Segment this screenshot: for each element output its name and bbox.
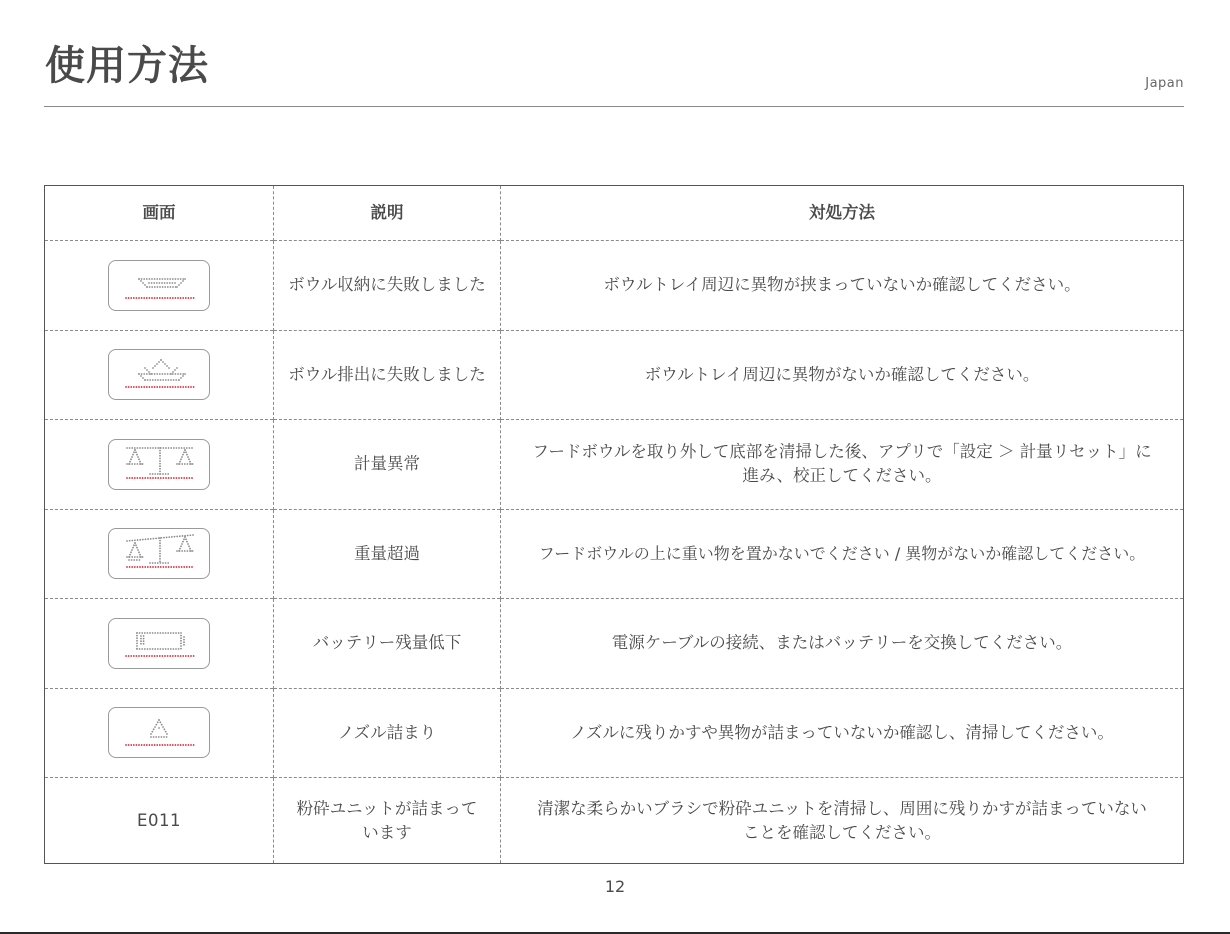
screen-cell [45, 599, 274, 689]
solution-cell: 清潔な柔らかいブラシで粉砕ユニットを清掃し、周囲に残りかすが詰まっていないことを確認してください。 [501, 778, 1184, 864]
bowl-eject-icon [108, 349, 210, 400]
solution-cell: 電源ケーブルの接続、またはバッテリーを交換してください。 [501, 599, 1184, 689]
solution-cell: フードボウルの上に重い物を置かないでください / 異物がないか確認してください。 [501, 509, 1184, 599]
screen-cell [45, 509, 274, 599]
solution-cell: ボウルトレイ周辺に異物がないか確認してください。 [501, 330, 1184, 420]
description-cell: バッテリー残量低下 [274, 599, 501, 689]
nozzle-clog-icon [108, 707, 210, 758]
table-row [45, 599, 1184, 689]
description-cell: ボウル排出に失敗しました [274, 330, 501, 420]
screen-cell [45, 241, 274, 331]
description-cell: 計量異常 [274, 420, 501, 510]
error-table [44, 185, 1184, 864]
bowl-tray-collect-icon [108, 260, 210, 311]
title-divider [44, 106, 1184, 107]
screen-cell [45, 420, 274, 510]
screen-cell [45, 330, 274, 420]
table-row [45, 688, 1184, 778]
screen-cell [45, 778, 274, 864]
table-row [45, 778, 1184, 864]
solution-cell: ノズルに残りかすや異物が詰まっていないか確認し、清掃してください。 [501, 688, 1184, 778]
description-cell: ボウル収納に失敗しました [274, 241, 501, 331]
page-number: 12 [604, 877, 626, 896]
description-cell: 重量超過 [274, 509, 501, 599]
screen-cell [45, 688, 274, 778]
header-screen: 画面 [142, 203, 176, 222]
header-solution: 対処方法 [501, 186, 1184, 241]
region-label: Japan [1145, 76, 1184, 91]
table-header-row [45, 186, 1184, 241]
error-code: E011 [137, 810, 181, 830]
table-row [45, 241, 1184, 331]
low-battery-icon [108, 618, 210, 669]
scale-overload-icon [108, 528, 210, 579]
table-row [45, 420, 1184, 510]
solution-cell: ボウルトレイ周辺に異物が挟まっていないか確認してください。 [501, 241, 1184, 331]
header-description: 説明 [274, 186, 501, 241]
description-cell: 粉砕ユニットが詰まっています [274, 778, 501, 864]
solution-cell: フードボウルを取り外して底部を清掃した後、アプリで「設定 ＞ 計量リセット」に進み、校正してください。 [501, 420, 1184, 510]
table-row [45, 509, 1184, 599]
description-cell: ノズル詰まり [274, 688, 501, 778]
scale-balance-icon [108, 439, 210, 490]
page-title: 使用方法 [45, 43, 209, 89]
table-row [45, 330, 1184, 420]
